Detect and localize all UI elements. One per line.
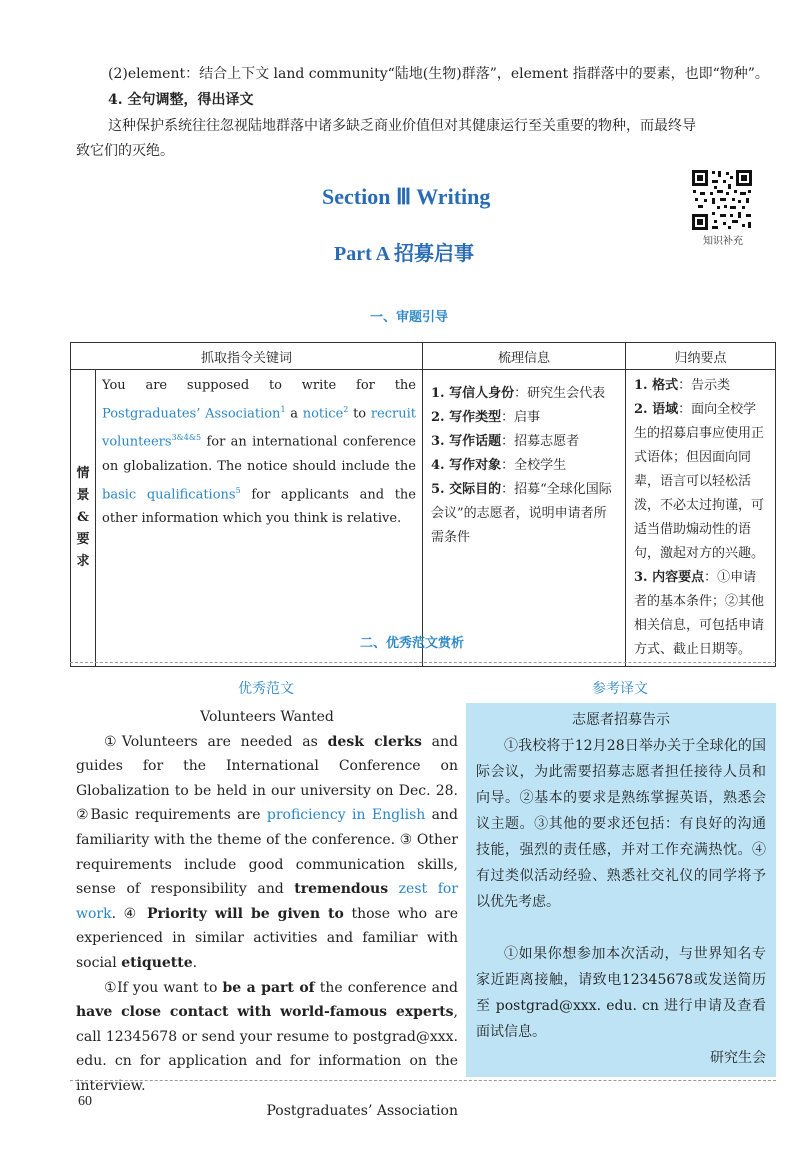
- qr-code[interactable]: [690, 168, 754, 232]
- keyword-note: 3&4&5: [171, 433, 202, 443]
- model-right-title: 参考译文: [592, 681, 648, 697]
- prompt-text: to: [348, 406, 371, 422]
- point-label: 2. 语域: [634, 402, 679, 417]
- prompt-text: for an international conference on globalization. The notice should include the: [102, 434, 416, 474]
- essay-text: , call 12345678 or send your resume to postgrad@xxx. edu. cn for application and for information on the interview.: [76, 1004, 458, 1094]
- essay-highlight: proficiency in English: [266, 807, 426, 824]
- table-header-row: [71, 343, 776, 370]
- keyword-note: 2: [343, 405, 349, 414]
- translation-signature: 研究生会: [710, 1050, 766, 1066]
- step-4-label: 4. 全句调整，得出译文: [108, 92, 254, 108]
- info-item: [431, 478, 619, 550]
- essay-bold: have close contact with world-famous experts: [76, 1004, 454, 1021]
- point-item: [634, 398, 769, 566]
- divider-top: [70, 662, 776, 663]
- side-char: 景: [76, 488, 90, 503]
- side-label: [71, 370, 96, 667]
- side-char: 求: [76, 554, 90, 569]
- prompt-text: a: [285, 406, 303, 422]
- point-text: ：①申请者的基本条件；②其他相关信息，可包括申请方式、截止日期等。: [634, 570, 765, 657]
- keyword-note: 5: [235, 485, 241, 495]
- col-keywords-header: 抓取指令关键词: [71, 343, 423, 370]
- essay-text: ①If you want to: [104, 979, 223, 996]
- info-item: [431, 454, 619, 478]
- part-title: Part A 招募启事: [334, 243, 474, 265]
- point-label: 3. 内容要点: [634, 570, 705, 585]
- info-text: ：启事: [501, 410, 541, 425]
- keyword-note: 1: [280, 405, 286, 414]
- page-number: 60: [78, 1094, 92, 1109]
- essay-title: Volunteers Wanted: [200, 709, 334, 725]
- table-content-row: [71, 370, 776, 667]
- keyword: recruit volunteers: [102, 406, 416, 450]
- point-text: ：面向全校学生的招募启事应使用正式语体；但因面向同辈，语言可以轻松活泼，不必太过拘谨，可适当借助煽动性的语句，激起对方的兴趣。: [634, 402, 765, 561]
- side-char: &: [77, 510, 89, 525]
- info-item: [431, 406, 619, 430]
- prompt-text: for applicants and the other information which you think is relative.: [102, 486, 416, 526]
- prompt-text: You are supposed to write for the: [102, 378, 416, 393]
- info-text: ：全校学生: [501, 458, 567, 473]
- essay-text: the conference and: [314, 979, 458, 996]
- model-heading: 二、优秀范文赏析: [360, 636, 465, 651]
- keyword: Postgraduates’ Association: [102, 406, 281, 422]
- info-item: [431, 382, 619, 406]
- intro-line-1: (2)element：结合上下文 land community“陆地(生物)群落”，element 指群落中的要素，也即“物种”。: [108, 66, 769, 82]
- point-label: 1. 格式: [634, 378, 679, 393]
- info-item: [431, 430, 619, 454]
- essay-text: . ④: [111, 905, 147, 922]
- info-text: ：招募志愿者: [501, 434, 580, 449]
- prompt-cell: [96, 370, 423, 667]
- essay-bold: be a part of: [222, 979, 315, 996]
- essay-text: [388, 881, 399, 897]
- translation-panel: [466, 703, 776, 1077]
- side-char: 要: [76, 532, 90, 547]
- essay-text: .: [192, 954, 198, 971]
- essay-text: those who are experienced in similar activities and familiar with social: [76, 905, 459, 971]
- info-label: 4. 写作对象: [431, 458, 502, 473]
- essay-bold: desk clerks: [327, 733, 422, 750]
- essay-bold: etiquette: [121, 954, 193, 971]
- info-label: 3. 写作话题: [431, 434, 502, 449]
- qr-caption: 知识补充: [703, 236, 743, 247]
- essay-text: and familiarity with the theme of the conference. ③ Other requirements include good communication skills, sense of responsibility and: [76, 807, 459, 898]
- info-text: ：研究生会代表: [514, 386, 606, 401]
- essay-paragraph-1: [76, 730, 458, 976]
- info-label: 1. 写信人身份: [431, 386, 515, 401]
- translation-spacer: [476, 915, 766, 941]
- essay-highlight: zest for work: [76, 881, 458, 922]
- essay: [76, 705, 458, 1123]
- point-item: [634, 566, 769, 662]
- side-char: 情: [76, 466, 90, 481]
- translation-paragraph-2: ①如果你想参加本次活动，与世界知名专家近距离接触，请致电12345678或发送简历至 postgrad@xxx. edu. cn 进行申请及查看面试信息。: [476, 946, 766, 1040]
- divider-bottom: [70, 1080, 776, 1081]
- translation-paragraph-1: ①我校将于12月28日举办关于全球化的国际会议，为此需要招募志愿者担任接待人员和向导。②基本的要求是熟练掌握英语，熟悉会议主题。③其他的要求还包括：有良好的沟通技能，强烈的责任感，并对工作充满热忱。④有过类似活动经验、熟悉社交礼仪的同学将予以优先考虑。: [476, 738, 766, 910]
- qr-code-icon: [690, 168, 754, 232]
- translation-line-1: 这种保护系统往往忽视陆地群落中诸多缺乏商业价值但对其健康运行至关重要的物种，而最终导: [108, 118, 696, 134]
- point-item: [634, 374, 769, 398]
- essay-signature: Postgraduates’ Association: [266, 1102, 458, 1119]
- translation-title: 志愿者招募告示: [572, 712, 670, 728]
- col-points-header: 归纳要点: [626, 343, 776, 370]
- info-cell: [423, 370, 626, 667]
- guide-table: [70, 342, 776, 667]
- keyword: basic qualifications: [102, 486, 236, 502]
- essay-bold: Priority will be given to: [147, 905, 344, 922]
- essay-text: ①Volunteers are needed as: [104, 733, 328, 750]
- point-text: ：告示类: [678, 378, 731, 393]
- points-cell: [626, 370, 776, 667]
- col-info-header: 梳理信息: [423, 343, 626, 370]
- info-text: ：招募“全球化国际会议”的志愿者，说明申请者所需条件: [431, 482, 612, 545]
- guide-heading: 一、审题引导: [370, 310, 449, 325]
- model-left-title: 优秀范文: [238, 681, 294, 697]
- essay-text: and guides for the International Conference on Globalization to be held in our university on Dec. 28. ②Basic requirements are: [76, 733, 458, 824]
- info-label: 5. 交际目的: [431, 482, 502, 497]
- info-label: 2. 写作类型: [431, 410, 502, 425]
- essay-bold: tremendous: [294, 881, 389, 898]
- keyword: notice: [302, 406, 344, 422]
- section-title: Section Ⅲ Writing: [322, 184, 491, 209]
- translation-line-2: 致它们的灭绝。: [76, 143, 174, 159]
